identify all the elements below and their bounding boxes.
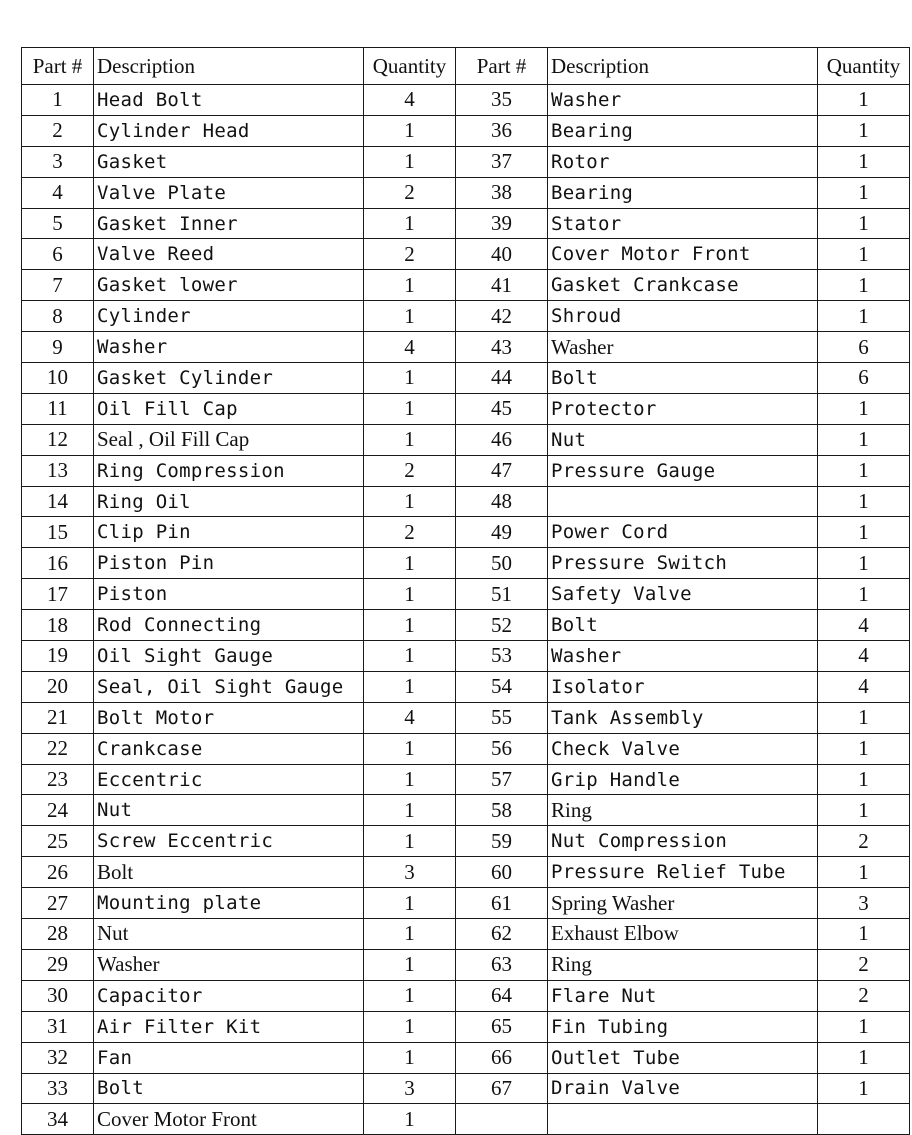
table-row xyxy=(22,517,910,548)
quantity-cell: 1 xyxy=(818,517,910,548)
description-cell: Bolt xyxy=(548,363,818,394)
description-cell: Oil Fill Cap xyxy=(94,393,364,424)
part-number-cell: 27 xyxy=(22,888,94,919)
description-cell: Protector xyxy=(548,393,818,424)
header-part-left: Part # xyxy=(22,48,94,85)
description-cell: Gasket Cylinder xyxy=(94,363,364,394)
part-number-cell: 8 xyxy=(22,301,94,332)
quantity-cell: 1 xyxy=(818,702,910,733)
part-number-cell: 39 xyxy=(456,208,548,239)
table-row xyxy=(22,115,910,146)
quantity-cell: 2 xyxy=(364,517,456,548)
parts-table xyxy=(21,47,910,1135)
description-cell: Grip Handle xyxy=(548,764,818,795)
quantity-cell: 1 xyxy=(818,393,910,424)
description-cell: Bolt xyxy=(94,857,364,888)
quantity-cell: 1 xyxy=(364,888,456,919)
table-row xyxy=(22,888,910,919)
table-row xyxy=(22,363,910,394)
description-cell: Cylinder xyxy=(94,301,364,332)
description-cell: Isolator xyxy=(548,671,818,702)
quantity-cell: 1 xyxy=(364,579,456,610)
part-number-cell: 45 xyxy=(456,393,548,424)
part-number-cell: 24 xyxy=(22,795,94,826)
header-description-left: Description xyxy=(94,48,364,85)
part-number-cell: 31 xyxy=(22,1011,94,1042)
part-number-cell: 15 xyxy=(22,517,94,548)
description-cell: Head Bolt xyxy=(94,85,364,116)
part-number-cell: 67 xyxy=(456,1073,548,1104)
quantity-cell: 1 xyxy=(364,671,456,702)
quantity-cell: 1 xyxy=(818,764,910,795)
quantity-cell: 1 xyxy=(364,641,456,672)
table-row xyxy=(22,424,910,455)
description-cell: Washer xyxy=(548,332,818,363)
quantity-cell: 1 xyxy=(364,486,456,517)
quantity-cell: 1 xyxy=(364,115,456,146)
part-number-cell: 12 xyxy=(22,424,94,455)
quantity-cell: 1 xyxy=(364,208,456,239)
description-cell: Spring Washer xyxy=(548,888,818,919)
description-cell: Bearing xyxy=(548,177,818,208)
part-number-cell: 57 xyxy=(456,764,548,795)
part-number-cell: 47 xyxy=(456,455,548,486)
quantity-cell: 1 xyxy=(818,795,910,826)
part-number-cell: 28 xyxy=(22,919,94,950)
part-number-cell: 34 xyxy=(22,1104,94,1135)
quantity-cell: 1 xyxy=(364,270,456,301)
description-cell: Piston Pin xyxy=(94,548,364,579)
table-row xyxy=(22,1104,910,1135)
description-cell: Pressure Relief Tube xyxy=(548,857,818,888)
table-row xyxy=(22,671,910,702)
table-row xyxy=(22,949,910,980)
description-cell: Cover Motor Front xyxy=(548,239,818,270)
part-number-cell: 32 xyxy=(22,1042,94,1073)
description-cell: Bolt xyxy=(548,610,818,641)
quantity-cell: 1 xyxy=(818,455,910,486)
description-cell: Eccentric xyxy=(94,764,364,795)
part-number-cell: 33 xyxy=(22,1073,94,1104)
description-cell: Crankcase xyxy=(94,733,364,764)
part-number-cell: 17 xyxy=(22,579,94,610)
part-number-cell: 49 xyxy=(456,517,548,548)
quantity-cell: 1 xyxy=(364,424,456,455)
description-cell: Oil Sight Gauge xyxy=(94,641,364,672)
table-row xyxy=(22,795,910,826)
quantity-cell: 4 xyxy=(364,332,456,363)
quantity-cell: 1 xyxy=(818,857,910,888)
part-number-cell: 36 xyxy=(456,115,548,146)
table-row xyxy=(22,610,910,641)
quantity-cell: 1 xyxy=(364,1011,456,1042)
quantity-cell: 1 xyxy=(364,548,456,579)
quantity-cell: 3 xyxy=(364,1073,456,1104)
quantity-cell: 2 xyxy=(818,949,910,980)
header-part-right: Part # xyxy=(456,48,548,85)
quantity-cell: 1 xyxy=(364,1042,456,1073)
description-cell: Rod Connecting xyxy=(94,610,364,641)
part-number-cell xyxy=(456,1104,548,1135)
table-row xyxy=(22,579,910,610)
part-number-cell: 37 xyxy=(456,146,548,177)
part-number-cell: 4 xyxy=(22,177,94,208)
quantity-cell: 2 xyxy=(364,239,456,270)
part-number-cell: 48 xyxy=(456,486,548,517)
description-cell: Screw Eccentric xyxy=(94,826,364,857)
quantity-cell: 4 xyxy=(818,641,910,672)
table-row xyxy=(22,146,910,177)
description-cell: Check Valve xyxy=(548,733,818,764)
part-number-cell: 59 xyxy=(456,826,548,857)
quantity-cell: 1 xyxy=(818,579,910,610)
part-number-cell: 22 xyxy=(22,733,94,764)
quantity-cell: 1 xyxy=(818,146,910,177)
description-cell: Drain Valve xyxy=(548,1073,818,1104)
part-number-cell: 19 xyxy=(22,641,94,672)
table-row xyxy=(22,455,910,486)
part-number-cell: 7 xyxy=(22,270,94,301)
table-row xyxy=(22,1073,910,1104)
description-cell: Washer xyxy=(548,85,818,116)
part-number-cell: 9 xyxy=(22,332,94,363)
description-cell: Bearing xyxy=(548,115,818,146)
table-row xyxy=(22,857,910,888)
description-cell: Washer xyxy=(548,641,818,672)
header-row xyxy=(22,48,910,85)
description-cell: Washer xyxy=(94,332,364,363)
table-row xyxy=(22,239,910,270)
quantity-cell: 1 xyxy=(818,208,910,239)
quantity-cell: 1 xyxy=(364,363,456,394)
description-cell: Shroud xyxy=(548,301,818,332)
description-cell: Nut xyxy=(94,919,364,950)
part-number-cell: 6 xyxy=(22,239,94,270)
header-description-right: Description xyxy=(548,48,818,85)
description-cell: Flare Nut xyxy=(548,980,818,1011)
quantity-cell: 1 xyxy=(364,301,456,332)
quantity-cell: 1 xyxy=(818,919,910,950)
quantity-cell: 4 xyxy=(364,702,456,733)
quantity-cell: 2 xyxy=(818,826,910,857)
part-number-cell: 10 xyxy=(22,363,94,394)
quantity-cell: 2 xyxy=(364,177,456,208)
part-number-cell: 42 xyxy=(456,301,548,332)
description-cell: Fin Tubing xyxy=(548,1011,818,1042)
part-number-cell: 53 xyxy=(456,641,548,672)
table-row xyxy=(22,85,910,116)
quantity-cell: 2 xyxy=(818,980,910,1011)
table-row xyxy=(22,702,910,733)
table-row xyxy=(22,393,910,424)
table-row xyxy=(22,177,910,208)
quantity-cell: 1 xyxy=(818,486,910,517)
part-number-cell: 55 xyxy=(456,702,548,733)
table-row xyxy=(22,486,910,517)
description-cell: Ring Compression xyxy=(94,455,364,486)
description-cell: Ring xyxy=(548,949,818,980)
quantity-cell: 1 xyxy=(818,239,910,270)
part-number-cell: 44 xyxy=(456,363,548,394)
description-cell: Gasket Crankcase xyxy=(548,270,818,301)
description-cell: Exhaust Elbow xyxy=(548,919,818,950)
part-number-cell: 38 xyxy=(456,177,548,208)
part-number-cell: 46 xyxy=(456,424,548,455)
part-number-cell: 26 xyxy=(22,857,94,888)
part-number-cell: 35 xyxy=(456,85,548,116)
description-cell: Outlet Tube xyxy=(548,1042,818,1073)
description-cell: Piston xyxy=(94,579,364,610)
table-row xyxy=(22,641,910,672)
quantity-cell: 3 xyxy=(818,888,910,919)
description-cell: Pressure Gauge xyxy=(548,455,818,486)
part-number-cell: 3 xyxy=(22,146,94,177)
description-cell: Pressure Switch xyxy=(548,548,818,579)
part-number-cell: 54 xyxy=(456,671,548,702)
quantity-cell: 1 xyxy=(364,826,456,857)
quantity-cell: 1 xyxy=(364,146,456,177)
quantity-cell: 1 xyxy=(818,733,910,764)
table-row xyxy=(22,1011,910,1042)
part-number-cell: 21 xyxy=(22,702,94,733)
table-row xyxy=(22,980,910,1011)
part-number-cell: 58 xyxy=(456,795,548,826)
quantity-cell: 1 xyxy=(818,115,910,146)
part-number-cell: 61 xyxy=(456,888,548,919)
description-cell: Valve Plate xyxy=(94,177,364,208)
description-cell: Seal , Oil Fill Cap xyxy=(94,424,364,455)
description-cell: Ring Oil xyxy=(94,486,364,517)
description-cell: Capacitor xyxy=(94,980,364,1011)
description-cell: Gasket lower xyxy=(94,270,364,301)
part-number-cell: 41 xyxy=(456,270,548,301)
quantity-cell: 1 xyxy=(364,610,456,641)
part-number-cell: 66 xyxy=(456,1042,548,1073)
part-number-cell: 2 xyxy=(22,115,94,146)
quantity-cell: 1 xyxy=(364,733,456,764)
description-cell: Bolt xyxy=(94,1073,364,1104)
part-number-cell: 51 xyxy=(456,579,548,610)
description-cell: Nut Compression xyxy=(548,826,818,857)
part-number-cell: 18 xyxy=(22,610,94,641)
description-cell: Valve Reed xyxy=(94,239,364,270)
description-cell: Ring xyxy=(548,795,818,826)
part-number-cell: 23 xyxy=(22,764,94,795)
part-number-cell: 20 xyxy=(22,671,94,702)
part-number-cell: 16 xyxy=(22,548,94,579)
part-number-cell: 30 xyxy=(22,980,94,1011)
header-quantity-right: Quantity xyxy=(818,48,910,85)
quantity-cell: 1 xyxy=(818,85,910,116)
part-number-cell: 62 xyxy=(456,919,548,950)
description-cell: Cylinder Head xyxy=(94,115,364,146)
part-number-cell: 64 xyxy=(456,980,548,1011)
description-cell: Power Cord xyxy=(548,517,818,548)
part-number-cell: 5 xyxy=(22,208,94,239)
table-row xyxy=(22,270,910,301)
description-cell: Bolt Motor xyxy=(94,702,364,733)
description-cell: Tank Assembly xyxy=(548,702,818,733)
part-number-cell: 56 xyxy=(456,733,548,764)
description-cell: Safety Valve xyxy=(548,579,818,610)
description-cell: Air Filter Kit xyxy=(94,1011,364,1042)
table-row xyxy=(22,764,910,795)
description-cell: Gasket Inner xyxy=(94,208,364,239)
part-number-cell: 65 xyxy=(456,1011,548,1042)
description-cell: Nut xyxy=(94,795,364,826)
description-cell: Seal, Oil Sight Gauge xyxy=(94,671,364,702)
quantity-cell xyxy=(818,1104,910,1135)
quantity-cell: 4 xyxy=(818,610,910,641)
table-row xyxy=(22,332,910,363)
quantity-cell: 1 xyxy=(364,919,456,950)
description-cell: Fan xyxy=(94,1042,364,1073)
part-number-cell: 13 xyxy=(22,455,94,486)
description-cell: Gasket xyxy=(94,146,364,177)
part-number-cell: 11 xyxy=(22,393,94,424)
quantity-cell: 1 xyxy=(818,1073,910,1104)
quantity-cell: 6 xyxy=(818,332,910,363)
part-number-cell: 40 xyxy=(456,239,548,270)
quantity-cell: 1 xyxy=(818,1011,910,1042)
quantity-cell: 2 xyxy=(364,455,456,486)
table-row xyxy=(22,733,910,764)
quantity-cell: 3 xyxy=(364,857,456,888)
quantity-cell: 1 xyxy=(364,1104,456,1135)
quantity-cell: 6 xyxy=(818,363,910,394)
quantity-cell: 1 xyxy=(818,177,910,208)
table-row xyxy=(22,1042,910,1073)
description-cell: Clip Pin xyxy=(94,517,364,548)
quantity-cell: 1 xyxy=(818,1042,910,1073)
quantity-cell: 4 xyxy=(818,671,910,702)
table-row xyxy=(22,548,910,579)
part-number-cell: 50 xyxy=(456,548,548,579)
part-number-cell: 29 xyxy=(22,949,94,980)
quantity-cell: 4 xyxy=(364,85,456,116)
quantity-cell: 1 xyxy=(818,548,910,579)
part-number-cell: 52 xyxy=(456,610,548,641)
part-number-cell: 60 xyxy=(456,857,548,888)
quantity-cell: 1 xyxy=(364,795,456,826)
part-number-cell: 63 xyxy=(456,949,548,980)
quantity-cell: 1 xyxy=(364,393,456,424)
table-row xyxy=(22,301,910,332)
description-cell xyxy=(548,486,818,517)
part-number-cell: 43 xyxy=(456,332,548,363)
quantity-cell: 1 xyxy=(364,949,456,980)
header-quantity-left: Quantity xyxy=(364,48,456,85)
quantity-cell: 1 xyxy=(364,980,456,1011)
table-row xyxy=(22,826,910,857)
description-cell: Washer xyxy=(94,949,364,980)
quantity-cell: 1 xyxy=(364,764,456,795)
description-cell: Cover Motor Front xyxy=(94,1104,364,1135)
quantity-cell: 1 xyxy=(818,270,910,301)
table-row xyxy=(22,208,910,239)
part-number-cell: 14 xyxy=(22,486,94,517)
quantity-cell: 1 xyxy=(818,301,910,332)
description-cell: Rotor xyxy=(548,146,818,177)
description-cell: Nut xyxy=(548,424,818,455)
part-number-cell: 25 xyxy=(22,826,94,857)
description-cell xyxy=(548,1104,818,1135)
description-cell: Stator xyxy=(548,208,818,239)
table-row xyxy=(22,919,910,950)
part-number-cell: 1 xyxy=(22,85,94,116)
quantity-cell: 1 xyxy=(818,424,910,455)
description-cell: Mounting plate xyxy=(94,888,364,919)
